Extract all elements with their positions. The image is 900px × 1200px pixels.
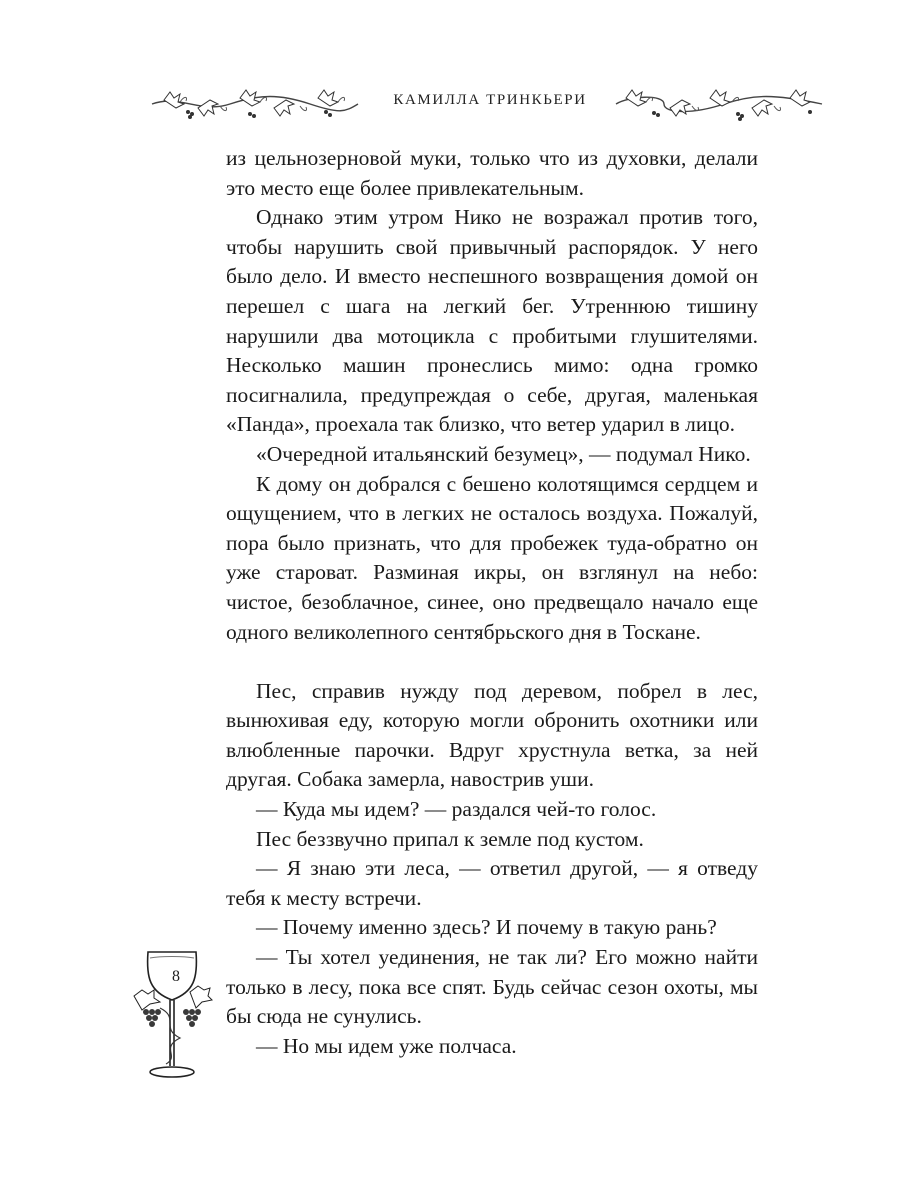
dialogue-line: — Куда мы идем? — раздался чей-то голос. [256, 797, 657, 822]
dialogue-line: — Я знаю эти леса, — ответил другой, — я отведу тебя к месту встречи. [226, 856, 758, 910]
grapevine-ornament-left [150, 86, 360, 122]
grapevine-ornament-right [614, 86, 824, 122]
paragraph: из цельнозерновой муки, только что из духовки, делали это место еще более привлекательным. [226, 146, 758, 200]
paragraph: «Очередной итальянский безумец», — подумал Нико. [256, 441, 751, 466]
paragraph: Пес беззвучно припал к земле под кустом. [256, 826, 644, 851]
paragraph: Пес, справив нужду под деревом, побрел в лес, вынюхивая еду, которую могли обронить охотники или влюбленные парочки. Вдруг хрустнула ветка, за ней другая. Собака замерла, навострив уши. [226, 678, 758, 792]
paragraph: Однако этим утром Нико не возражал против того, чтобы нарушить свой привычный распорядок. У него было дело. И вместо неспешного возвращения домой он перешел с шага на легкий бег. Утреннюю тишину нарушили два мотоцикла с пробитыми глушителями. Несколько машин пронеслись мимо: одна громко посигналила, предупреждая о себе, другая, маленькая «Панда», проехала так близко, что ветер ударил в лицо. [226, 205, 758, 437]
running-header [150, 80, 830, 124]
dialogue-line: — Почему именно здесь? И почему в такую рань? [256, 915, 717, 940]
page-number: 8 [172, 968, 180, 985]
page-body-text [226, 144, 758, 1061]
paragraph: К дому он добрался с бешено колотящимся сердцем и ощущением, что в легких не осталось воздуха. Пожалуй, пора было признать, что для пробежек туда-обратно он уже староват. Разминая икры, он взглянул на небо: чистое, безоблачное, синее, оно предвещало начало еще одного великолепного сентябрьского дня в Тоскане. [226, 471, 758, 644]
author-name: КАМИЛЛА ТРИНКЬЕРИ [393, 92, 587, 108]
dialogue-line: — Но мы идем уже полчаса. [256, 1033, 517, 1058]
dialogue-line: — Ты хотел уединения, не так ли? Его можно найти только в лесу, пока все спят. Будь сейчас сезон охоты, мы бы сюда не сунулись. [226, 945, 758, 1029]
